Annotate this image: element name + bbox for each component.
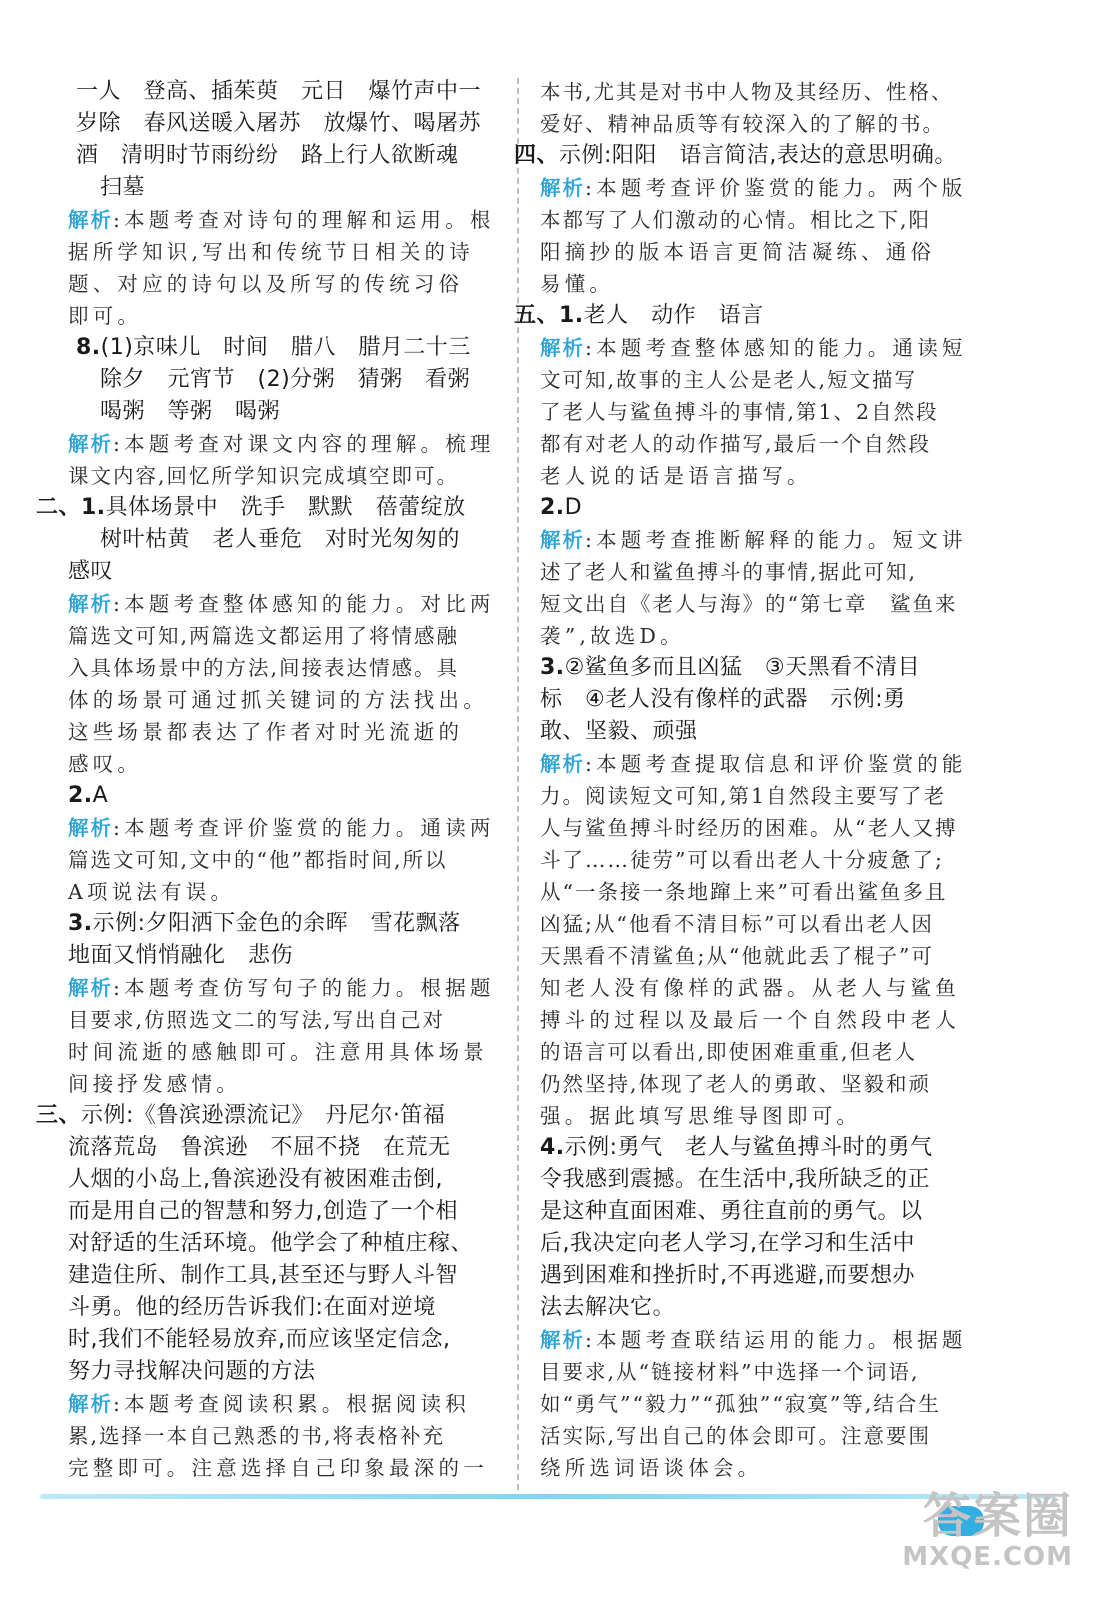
text-line <box>540 940 1004 972</box>
line-text: 述了老人和鲨鱼搏斗的事情,据此可知, <box>540 560 918 584</box>
line-text: 易懂。 <box>540 272 615 296</box>
left-column <box>36 76 498 1484</box>
line-text: :本题考查仿写句子的能力。根据题 <box>113 976 495 1000</box>
line-text: 一人 登高、插茱萸 元日 爆竹声中一 <box>76 79 482 104</box>
text-line <box>540 908 1004 940</box>
text-line <box>540 1004 1004 1036</box>
text-line <box>68 1132 498 1164</box>
question-number: 二、1. <box>36 495 106 520</box>
line-text: 活实际,写出自己的体会即可。注意要围 <box>540 1424 932 1448</box>
analysis-tag: 解析 <box>68 976 113 1000</box>
line-text: :本题考查对课文内容的理解。梳理 <box>113 432 495 456</box>
line-text: D <box>564 495 583 520</box>
line-text: 都有对老人的动作描写,最后一个自然段 <box>540 432 932 456</box>
line-text: 岁除 春风送暖入屠苏 放爆竹、喝屠苏 <box>76 111 482 136</box>
text-line <box>540 1356 1004 1388</box>
line-text: 入具体场景中的方法,间接表达情感。具 <box>68 656 460 680</box>
line-text: 酒 清明时节雨纷纷 路上行人欲断魂 <box>76 143 459 168</box>
line-text: 老人 动作 语言 <box>583 303 764 328</box>
line-text: 斗勇。他的经历告诉我们:在面对逆境 <box>68 1295 436 1320</box>
text-line <box>540 1228 1004 1260</box>
line-text: :本题考查整体感知的能力。通读短 <box>585 336 967 360</box>
line-text: 时间流逝的感触即可。注意用具体场景 <box>68 1040 488 1064</box>
watermark <box>902 1490 1073 1572</box>
line-text: 是这种直面困难、勇往直前的勇气。以 <box>540 1199 923 1224</box>
line-text: 除夕 元宵节 (2)分粥 猜粥 看粥 <box>100 367 471 392</box>
line-text: 目要求,仿照选文二的写法,写出自己对 <box>68 1008 446 1032</box>
text-line <box>514 140 1004 172</box>
text-line <box>540 1068 1004 1100</box>
text-line <box>540 812 1004 844</box>
text-line <box>540 364 1004 396</box>
text-line <box>540 748 1004 780</box>
text-line <box>540 972 1004 1004</box>
line-text: 的语言可以看出,即使困难重重,但老人 <box>540 1040 918 1064</box>
line-text: 爱好、精神品质等有较深入的了解的书。 <box>540 112 945 136</box>
line-text: 如“勇气”“毅力”“孤独”“寂寞”等,结合生 <box>540 1392 941 1416</box>
text-line <box>68 588 498 620</box>
line-text: 具体场景中 洗手 默默 蓓蕾绽放 <box>105 495 466 520</box>
line-text: :本题考查阅读积累。根据阅读积 <box>113 1392 470 1416</box>
line-text: 篇选文可知,文中的“他”都指时间,所以 <box>68 848 448 872</box>
text-line <box>540 76 1004 108</box>
text-line <box>36 1100 498 1132</box>
text-line <box>68 716 498 748</box>
line-text: 体的场景可通过抓关键词的方法找出。 <box>68 688 488 712</box>
text-line <box>68 908 498 940</box>
text-line <box>514 300 1004 332</box>
question-number: 4. <box>540 1135 565 1160</box>
text-line <box>540 396 1004 428</box>
line-text: 敢、坚毅、顽强 <box>540 719 698 744</box>
line-text: 知老人没有像样的武器。从老人与鲨鱼 <box>540 976 960 1000</box>
text-line <box>540 460 1004 492</box>
analysis-tag: 解析 <box>68 816 113 840</box>
text-line <box>68 1292 498 1324</box>
text-line <box>540 620 1004 652</box>
text-line <box>540 684 1004 716</box>
line-text: 后,我决定向老人学习,在学习和生活中 <box>540 1231 915 1256</box>
text-line <box>68 1452 498 1484</box>
text-line <box>540 204 1004 236</box>
text-line <box>540 332 1004 364</box>
text-line <box>540 652 1004 684</box>
line-text: 法去解决它。 <box>540 1295 676 1320</box>
line-text: 天黑看不清鲨鱼;从“他就此丢了棍子”可 <box>540 944 934 968</box>
text-line <box>68 556 498 588</box>
text-line <box>68 940 498 972</box>
line-text: 努力寻找解决问题的方法 <box>68 1359 316 1384</box>
line-text: 袭”,故选D。 <box>540 624 685 648</box>
line-text: 老人说的话是语言描写。 <box>540 464 812 488</box>
text-line <box>68 460 498 492</box>
text-line <box>540 876 1004 908</box>
text-line <box>540 1292 1004 1324</box>
text-line <box>540 844 1004 876</box>
text-line <box>540 1196 1004 1228</box>
line-text: 时,我们不能轻易放弃,而应该坚定信念, <box>68 1327 451 1352</box>
text-line <box>68 1260 498 1292</box>
question-number: 四、 <box>514 143 560 168</box>
analysis-tag: 解析 <box>68 208 113 232</box>
text-line <box>68 876 498 908</box>
question-number: 8. <box>76 335 101 360</box>
text-line <box>540 428 1004 460</box>
text-line <box>68 780 498 812</box>
line-text: 树叶枯黄 老人垂危 对时光匆匆的 <box>100 527 461 552</box>
text-line <box>68 972 498 1004</box>
text-line <box>540 108 1004 140</box>
text-line <box>68 140 498 172</box>
line-text: 喝粥 等粥 喝粥 <box>100 399 281 424</box>
text-line <box>68 1324 498 1356</box>
line-text: ②鲨鱼多而且凶猛 ③天黑看不清目 <box>564 655 921 680</box>
column-divider <box>517 78 519 1490</box>
line-text: 阳摘抄的版本语言更简洁凝练、通俗 <box>540 240 936 264</box>
text-line <box>68 108 498 140</box>
text-line <box>68 620 498 652</box>
line-text: 题、对应的诗句以及所写的传统习俗 <box>68 272 464 296</box>
analysis-tag: 解析 <box>540 528 585 552</box>
text-line <box>540 1324 1004 1356</box>
watermark-en: MXQE.COM <box>902 1542 1073 1572</box>
line-text: 示例:阳阳 语言简洁,表达的意思明确。 <box>559 143 957 168</box>
line-text: :本题考查提取信息和评价鉴赏的能 <box>585 752 967 776</box>
line-text: 而是用自己的智慧和努力,创造了一个相 <box>68 1199 458 1224</box>
text-line <box>68 1196 498 1228</box>
line-text: 短文出自《老人与海》的“第七章 鲨鱼来 <box>540 592 958 616</box>
text-line <box>540 268 1004 300</box>
line-text: 力。阅读短文可知,第1自然段主要写了老 <box>540 784 947 808</box>
line-text: 目要求,从“链接材料”中选择一个词语, <box>540 1360 920 1384</box>
line-text: 强。据此填写思维导图即可。 <box>540 1104 862 1128</box>
text-line <box>540 1420 1004 1452</box>
line-text: 本都写了人们激动的心情。相比之下,阳 <box>540 208 932 232</box>
line-text: 绕所选词语谈体会。 <box>540 1456 763 1480</box>
line-text: :本题考查联结运用的能力。根据题 <box>585 1328 967 1352</box>
line-text: A项说法有误。 <box>68 880 236 904</box>
line-text: 建造住所、制作工具,甚至还与野人斗智 <box>68 1263 458 1288</box>
line-text: 示例:《鲁滨逊漂流记》 丹尼尔·笛福 <box>81 1103 446 1128</box>
line-text: 感叹 <box>68 559 114 584</box>
text-line <box>68 1036 498 1068</box>
text-line <box>68 172 498 204</box>
line-text: 斗了……徒劳”可以看出老人十分疲惫了; <box>540 848 944 872</box>
question-number: 3. <box>68 911 93 936</box>
text-line <box>68 812 498 844</box>
text-line <box>68 364 498 396</box>
line-text: :本题考查推断解释的能力。短文讲 <box>585 528 967 552</box>
analysis-tag: 解析 <box>540 752 585 776</box>
line-text: 累,选择一本自己熟悉的书,将表格补充 <box>68 1424 446 1448</box>
text-line <box>540 1100 1004 1132</box>
line-text: A <box>92 783 109 808</box>
line-text: (1)京味儿 时间 腊八 腊月二十三 <box>100 335 471 360</box>
text-line <box>68 1228 498 1260</box>
line-text: 完整即可。注意选择自己印象最深的一 <box>68 1456 488 1480</box>
line-text: 从“一条接一条地蹿上来”可看出鲨鱼多且 <box>540 880 948 904</box>
line-text: 感叹。 <box>68 752 143 776</box>
text-line <box>68 748 498 780</box>
text-line <box>68 428 498 460</box>
text-line <box>540 524 1004 556</box>
line-text: :本题考查整体感知的能力。对比两 <box>113 592 495 616</box>
text-line <box>68 524 498 556</box>
text-line <box>540 492 1004 524</box>
line-text: 文可知,故事的主人公是老人,短文描写 <box>540 368 918 392</box>
text-line <box>540 1132 1004 1164</box>
text-line <box>68 1068 498 1100</box>
text-line <box>68 1388 498 1420</box>
question-number: 2. <box>540 495 565 520</box>
line-text: 令我感到震撼。在生活中,我所缺乏的正 <box>540 1167 930 1192</box>
line-text: :本题考查对诗句的理解和运用。根 <box>113 208 495 232</box>
text-line <box>68 76 498 108</box>
text-line <box>68 396 498 428</box>
text-line <box>540 780 1004 812</box>
line-text: 即可。 <box>68 304 143 328</box>
text-line <box>540 1388 1004 1420</box>
analysis-tag: 解析 <box>68 432 113 456</box>
text-line <box>68 300 498 332</box>
question-number: 五、1. <box>514 303 584 328</box>
text-line <box>68 684 498 716</box>
text-line <box>68 1164 498 1196</box>
line-text: 流落荒岛 鲁滨逊 不屈不挠 在荒无 <box>68 1135 451 1160</box>
text-line <box>540 1164 1004 1196</box>
line-text: 示例:勇气 老人与鲨鱼搏斗时的勇气 <box>564 1135 933 1160</box>
question-number: 2. <box>68 783 93 808</box>
text-line <box>540 172 1004 204</box>
text-line <box>540 1036 1004 1068</box>
line-text: 据所学知识,写出和传统节日相关的诗 <box>68 240 474 264</box>
text-line <box>68 844 498 876</box>
text-line <box>540 588 1004 620</box>
text-line <box>68 332 498 364</box>
line-text: 这些场景都表达了作者对时光流逝的 <box>68 720 464 744</box>
text-line <box>68 1420 498 1452</box>
line-text: 示例:夕阳洒下金色的余晖 雪花飘落 <box>92 911 461 936</box>
line-text: 遇到困难和挫折时,不再逃避,而要想办 <box>540 1263 915 1288</box>
line-text: 间接抒发感情。 <box>68 1072 241 1096</box>
text-line <box>68 204 498 236</box>
line-text: 扫墓 <box>100 175 146 200</box>
watermark-cn: 答案圈 <box>922 1488 1073 1544</box>
line-text: 课文内容,回忆所学知识完成填空即可。 <box>68 464 460 488</box>
line-text: 标 ④老人没有像样的武器 示例:勇 <box>540 687 906 712</box>
line-text: :本题考查评价鉴赏的能力。通读两 <box>113 816 495 840</box>
line-text: 地面又悄悄融化 悲伤 <box>68 943 294 968</box>
line-text: 本书,尤其是对书中人物及其经历、性格、 <box>540 80 954 104</box>
line-text: 仍然坚持,体现了老人的勇敢、坚毅和顽 <box>540 1072 932 1096</box>
text-line <box>36 492 498 524</box>
text-line <box>540 1452 1004 1484</box>
line-text: :本题考查评价鉴赏的能力。两个版 <box>585 176 967 200</box>
line-text: 人与鲨鱼搏斗时经历的困难。从“老人又搏 <box>540 816 958 840</box>
text-line <box>540 716 1004 748</box>
text-line <box>68 268 498 300</box>
analysis-tag: 解析 <box>540 1328 585 1352</box>
text-line <box>540 1260 1004 1292</box>
line-text: 搏斗的过程以及最后一个自然段中老人 <box>540 1008 960 1032</box>
text-line <box>68 236 498 268</box>
analysis-tag: 解析 <box>540 336 585 360</box>
line-text: 人烟的小岛上,鲁滨逊没有被困难击倒, <box>68 1167 443 1192</box>
question-number: 三、 <box>36 1103 82 1128</box>
text-line <box>540 236 1004 268</box>
analysis-tag: 解析 <box>68 592 113 616</box>
line-text: 了老人与鲨鱼搏斗的事情,第1、2自然段 <box>540 400 939 424</box>
text-line <box>540 556 1004 588</box>
question-number: 3. <box>540 655 565 680</box>
text-line <box>68 1356 498 1388</box>
line-text: 篇选文可知,两篇选文都运用了将情感融 <box>68 624 460 648</box>
text-line <box>68 652 498 684</box>
analysis-tag: 解析 <box>540 176 585 200</box>
right-column <box>514 76 1004 1484</box>
analysis-tag: 解析 <box>68 1392 113 1416</box>
line-text: 对舒适的生活环境。他学会了种植庄稼、 <box>68 1231 474 1256</box>
text-line <box>68 1004 498 1036</box>
line-text: 凶猛;从“他看不清目标”可以看出老人因 <box>540 912 934 936</box>
